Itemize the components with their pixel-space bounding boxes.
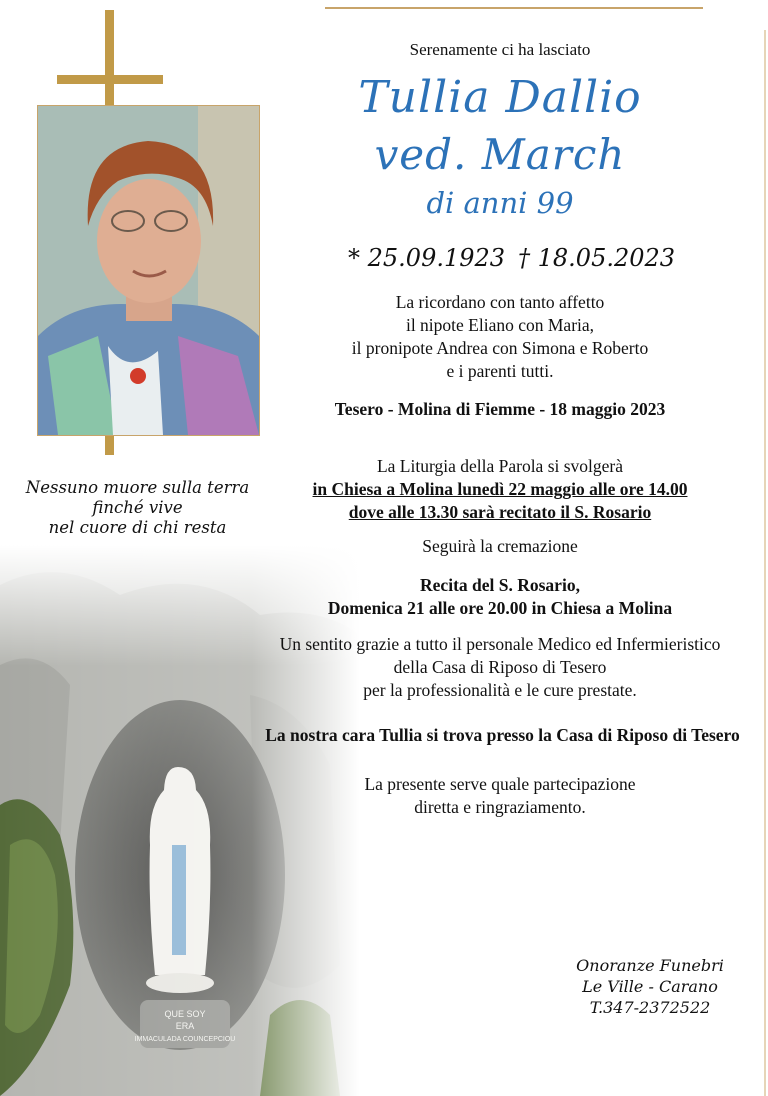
deceased-surname-married: ved. March <box>374 130 626 179</box>
quote-line: finché vive <box>92 498 183 517</box>
deceased-age: di anni 99 <box>426 186 574 220</box>
quote-line: nel cuore di chi resta <box>48 518 227 537</box>
liturgy-line: in Chiesa a Molina lunedì 22 maggio alle ore 14.00 <box>312 479 688 499</box>
agency-phone: T.347-2372522 <box>589 998 711 1017</box>
mourners-line: e i parenti tutti. <box>446 361 554 381</box>
rosary-detail: Domenica 21 alle ore 20.00 in Chiesa a Molina <box>327 598 673 618</box>
grotto-image <box>0 545 360 1096</box>
cross-crossbar <box>57 75 163 84</box>
closing-line: diretta e ringraziamento. <box>414 797 586 817</box>
birth-date: * 25.09.1923 <box>348 244 506 272</box>
agency-name: Onoranze Funebri <box>576 956 724 975</box>
agency-location: Le Ville - Carano <box>582 977 718 996</box>
closing-note <box>300 773 700 819</box>
rosary-info <box>300 574 700 620</box>
quote-line: Nessuno muore sulla terra <box>25 478 250 497</box>
memorial-quote <box>10 478 265 538</box>
mourners-list <box>300 291 700 383</box>
mourners-line: il pronipote Andrea con Simona e Roberto <box>351 338 649 358</box>
mourners-line: il nipote Eliano con Maria, <box>405 315 595 335</box>
top-divider <box>325 7 703 9</box>
right-border <box>764 30 766 1096</box>
place-date: Tesero - Molina di Fiemme - 18 maggio 2023 <box>334 399 666 419</box>
death-date: † 18.05.2023 <box>518 244 676 272</box>
mourners-line: La ricordano con tanto affetto <box>395 292 605 312</box>
thanks-line: per la professionalità e le cure prestate. <box>363 680 637 700</box>
deceased-name: Tullia Dallio <box>358 72 642 123</box>
intro-text: Serenamente ci ha lasciato <box>409 40 591 59</box>
liturgy-intro: La Liturgia della Parola si svolgerà <box>376 456 624 476</box>
residence-note: La nostra cara Tullia si trova presso la Casa di Riposo di Tesero <box>265 725 740 745</box>
liturgy-line: dove alle 13.30 sarà recitato il S. Rosario <box>348 502 652 522</box>
rosary-title: Recita del S. Rosario, <box>420 575 580 595</box>
thanks-note <box>250 633 750 702</box>
thanks-line: della Casa di Riposo di Tesero <box>393 657 607 677</box>
thanks-line: Un sentito grazie a tutto il personale Medico ed Infermieristico <box>279 634 721 654</box>
cremation-note: Seguirà la cremazione <box>422 536 578 556</box>
portrait-photo <box>37 105 260 436</box>
funeral-agency <box>560 955 740 1018</box>
closing-line: La presente serve quale partecipazione <box>364 774 636 794</box>
liturgy-info <box>300 455 700 524</box>
